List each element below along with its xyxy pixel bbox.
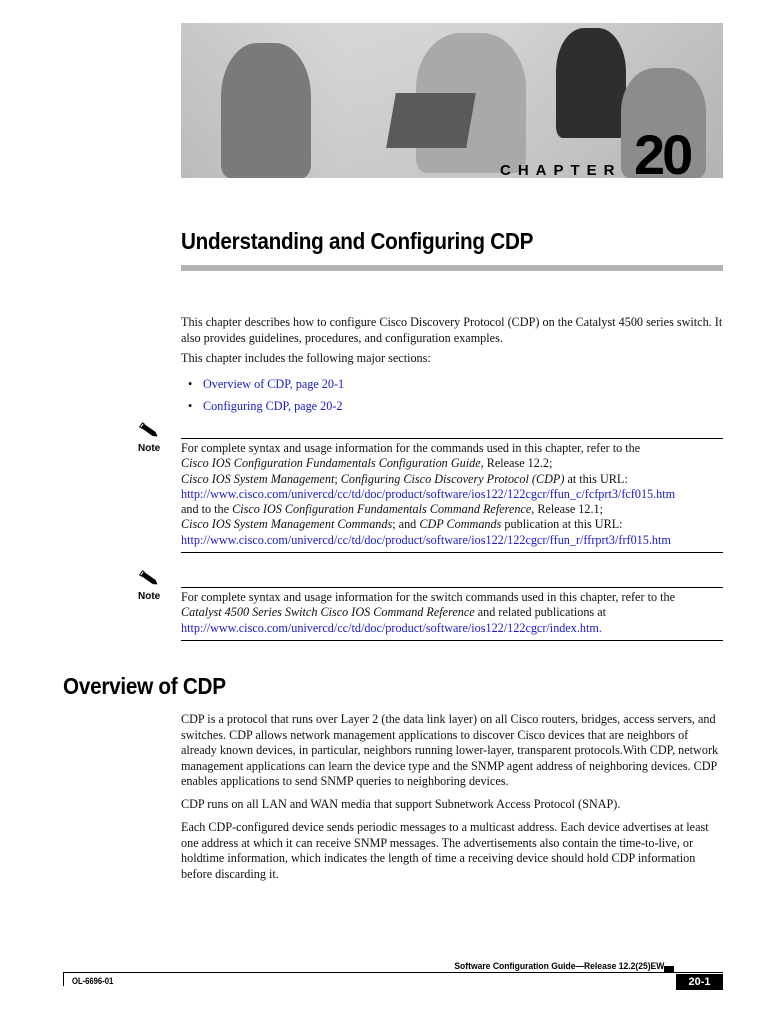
section-paragraph: CDP is a protocol that runs over Layer 2 (the data link layer) on all Cisco routers, bridges, access servers, and switches. CDP allows network management applications to discover Cisco devices that are neighbors of already known devices, in particular, neighbors running lower-layer, transparent protocols.With CDP, network management applications can learn the device type and the SNMP agent address of neighboring devices. CDP enables applications to send SNMP queries to neighboring devices. — [181, 712, 719, 788]
person-figure-right — [556, 28, 626, 138]
note-text: and related publications at — [474, 605, 607, 620]
configuring-link[interactable]: Configuring CDP, page 20-2 — [203, 399, 343, 413]
guide-reference: Cisco IOS System Management Commands — [181, 517, 393, 532]
note-text: For complete syntax and usage information for the commands used in this chapter, refer to the — [181, 441, 641, 455]
chapter-label: CHAPTER — [500, 162, 622, 179]
url-link-fcf015[interactable]: http://www.cisco.com/univercd/cc/td/doc/product/software/ios122/122cgcr/ffun_c/fcfprt3/fcf015.htm — [181, 486, 676, 501]
url-link-frf015[interactable]: http://www.cisco.com/univercd/cc/td/doc/product/software/ios122/122cgcr/ffun_r/ffrprt3/frf015.htm — [181, 532, 671, 547]
note-text: For complete syntax and usage information for the switch commands used in this chapter, refer to the — [181, 590, 675, 604]
note-text: ; and — [392, 517, 420, 532]
note-text: publication at this URL: — [501, 517, 623, 532]
note-label: Note — [138, 443, 161, 454]
footer-guide-title: Software Configuration Guide—Release 12.2(25)EW — [454, 961, 664, 972]
footer-rule — [63, 972, 723, 973]
sections-intro: This chapter includes the following major sections: — [181, 351, 431, 365]
chapter-number: 20 — [634, 123, 691, 186]
section-paragraph: Each CDP-configured device sends periodic messages to a multicast address. Each device advertises at least one address at which it can receive SNMP messages. The advertisements also contain the time-to-live, or holdtime information, which indicates the length of time a receiving device should hold CDP information before discarding it. — [181, 820, 709, 881]
note-text: ; — [334, 471, 341, 486]
note-block-syntax — [181, 438, 723, 553]
laptop-shape — [386, 93, 476, 148]
pencil-note-icon — [138, 570, 160, 588]
person-figure-left — [221, 43, 311, 178]
note-text: , Release 12.2; — [480, 456, 553, 471]
guide-reference: Catalyst 4500 Series Switch Cisco IOS Command Reference — [181, 605, 475, 620]
note-block-switch — [181, 587, 723, 641]
intro-paragraph: This chapter describes how to configure Cisco Discovery Protocol (CDP) on the Catalyst 4500 series switch. It also provides guidelines, procedures, and configuration examples. — [181, 315, 723, 345]
url-link-index[interactable]: http://www.cisco.com/univercd/cc/td/doc/product/software/ios122/122cgcr/index.htm. — [181, 620, 602, 635]
list-item[interactable] — [188, 373, 344, 395]
section-paragraph: CDP runs on all LAN and WAN media that support Subnetwork Access Protocol (SNAP). — [181, 797, 621, 811]
guide-reference: Cisco IOS Configuration Fundamentals Command Reference — [232, 502, 532, 517]
guide-reference: Cisco IOS System Management — [181, 471, 335, 486]
pencil-note-icon — [138, 422, 160, 440]
section-heading: Overview of CDP — [63, 673, 226, 699]
note-text: , Release 12.1; — [531, 502, 603, 517]
note-text: at this URL: — [564, 471, 628, 486]
footer-tick — [63, 972, 64, 986]
note-text: and to the — [181, 502, 233, 517]
page-number: 20-1 — [676, 974, 723, 990]
title-rule — [181, 265, 723, 271]
chapter-title: Understanding and Configuring CDP — [181, 228, 534, 254]
guide-reference: Cisco IOS Configuration Fundamentals Configuration Guide — [181, 456, 481, 471]
list-item[interactable] — [188, 395, 344, 417]
guide-reference: CDP Commands — [419, 517, 502, 532]
note-label: Note — [138, 591, 161, 602]
overview-link[interactable]: Overview of CDP, page 20-1 — [203, 377, 345, 391]
section-list — [188, 373, 344, 417]
guide-reference: Configuring Cisco Discovery Protocol (CDP) — [340, 471, 565, 486]
footer-doc-number: OL-6696-01 — [72, 976, 114, 986]
